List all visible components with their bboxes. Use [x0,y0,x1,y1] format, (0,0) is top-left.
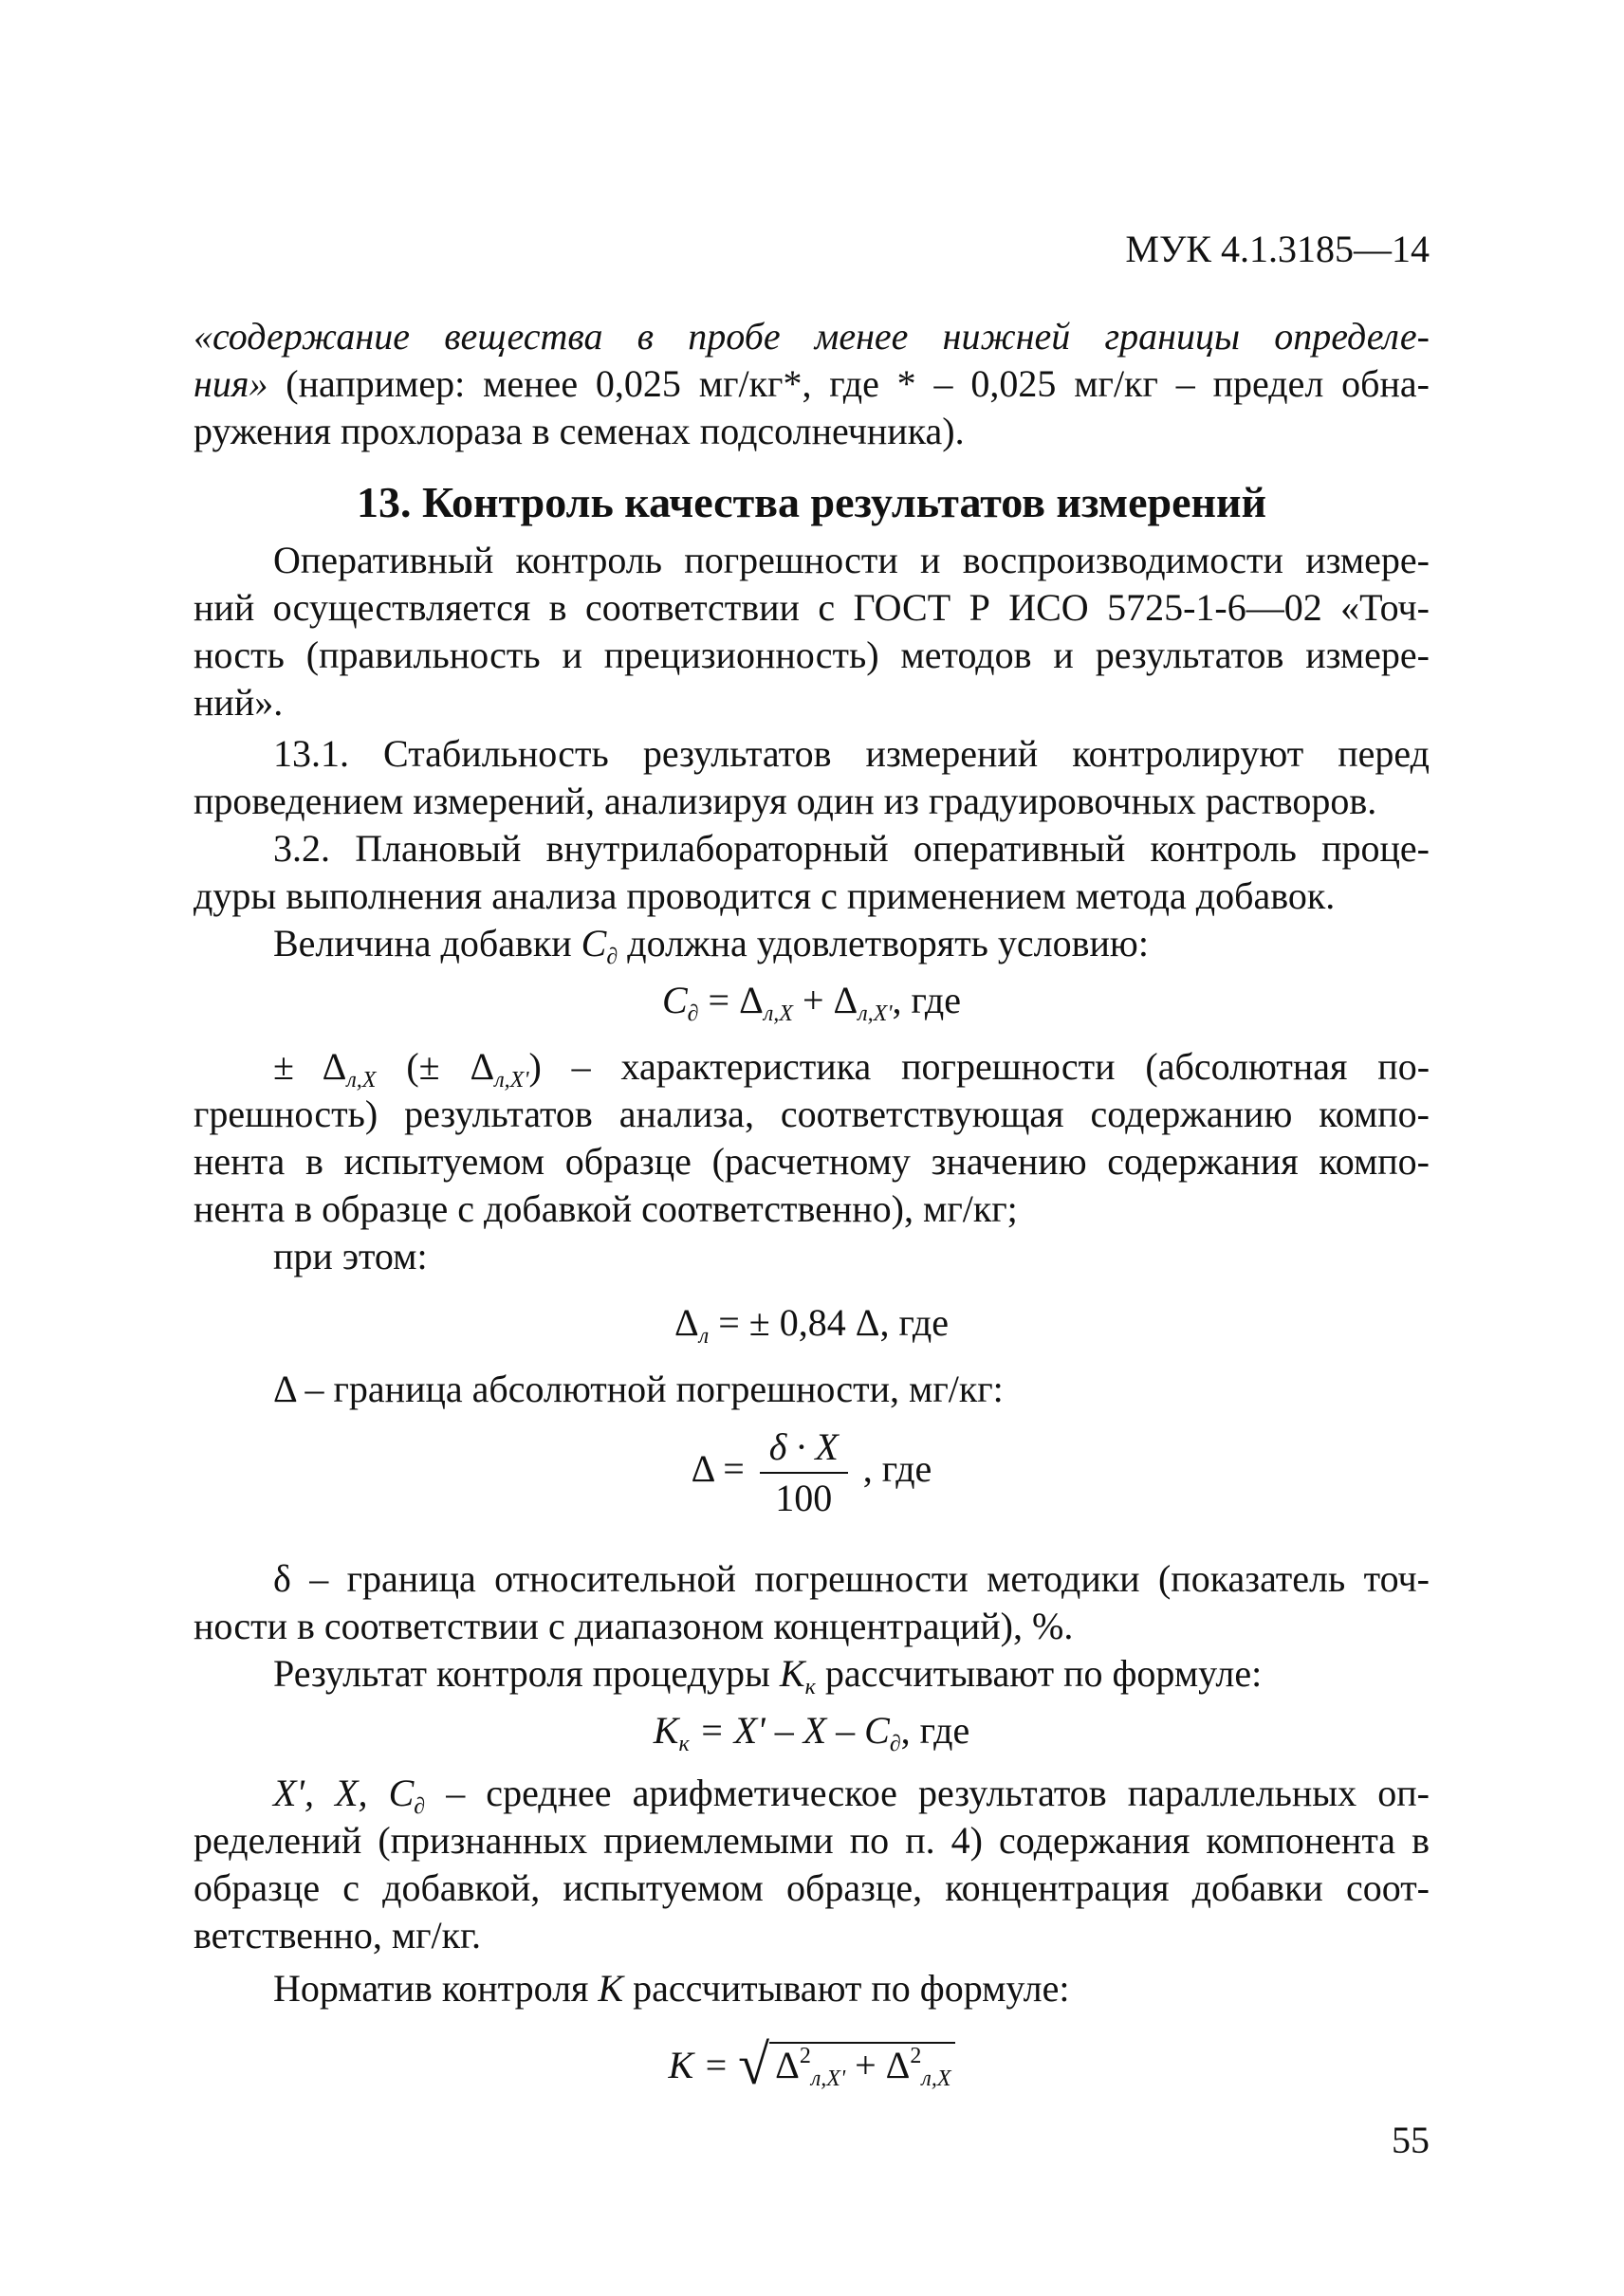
cd-symbol-sub: ∂ [606,945,618,969]
formula-cd-sub2: л,X' [858,1001,893,1026]
def1-lead: ± Δ [273,1045,347,1088]
delta-rel-line-2: ности в соответствии с диапазоном концентраций), %. [194,1605,1074,1647]
kk-symbol: K [779,1652,805,1695]
formula-cd-lhs-sub: ∂ [687,1001,699,1026]
def1-line-2: грешность) результатов анализа, соответствующая содержанию компо- [194,1093,1430,1135]
radicand-plus: + Δ [845,2044,911,2086]
para1-line-2: ний осуществляется в соответствии с ГОСТ Р ИСО 5725-1-6—02 «Точ- [194,586,1430,629]
fraction-denominator: 100 [775,1477,833,1519]
intro-line-2-text: (например: менее 0,025 мг/кг*, где * – 0,025 мг/кг – предел обна- [268,362,1430,405]
kk-line [273,1650,1262,1711]
sqrt-radicand [769,2042,954,2091]
radicand-term2-sup: 2 [910,2044,922,2068]
para1-line-3: ность (правильность и прецизионность) методов и результатов измере- [194,634,1430,676]
intro-quote-italic-2: ния» [194,362,268,405]
formula-cd-sub1: л,X [763,1001,793,1026]
xdef-symbols: X', X, C [273,1772,415,1814]
cd-condition-pre: Величина добавки [273,922,581,964]
formula-cd [194,977,1430,1038]
xdef-line-3: образце с добавкой, испытуемом образце, концентрация добавки соот- [194,1866,1430,1909]
formula-cd-lhs: C [661,979,688,1021]
norm-post: рассчитывают по формуле: [623,1967,1070,2010]
delta-definition-line: Δ – граница абсолютной погрешности, мг/кг: [273,1368,1004,1410]
def1-line-4: нента в образце с добавкой соответственно), мг/кг; [194,1187,1018,1230]
formula-delta-l [194,1299,1430,1360]
def1-sub1: л,X [346,1068,377,1093]
formula-delta-l-sub: л [698,1324,710,1349]
formula-norm [194,2028,1430,2107]
cd-symbol: C [581,922,607,964]
kk-post: рассчитывают по формуле: [815,1652,1263,1695]
def1-rest: ) – характеристика погрешности (абсолютная по- [528,1045,1430,1088]
kk-symbol-sub: к [804,1675,816,1699]
intro-quote-italic-1: «содержание вещества в пробе менее нижней границы определе- [194,315,1430,358]
norm-symbol: K [598,1967,624,2010]
para3-line-2: дуры выполнения анализа проводится с применением метода добавок. [194,874,1336,917]
radicand-term1: Δ [775,2044,800,2086]
xdef-line-4: ветственно, мг/кг. [194,1914,481,1956]
formula-cd-eq: = Δ [698,979,764,1021]
fraction-numerator: δ · X [760,1423,848,1474]
cd-condition-post: должна удовлетворять условию: [618,922,1149,964]
xdef-sub: ∂ [414,1794,426,1819]
para2-line-1: 13.1. Стабильность результатов измерений контролируют перед [273,732,1430,775]
cd-condition-line [273,920,1149,981]
formula-cd-tail: , где [892,979,962,1021]
formula-delta-fraction-lhs: Δ = [691,1447,745,1491]
kk-pre: Результат контроля процедуры [273,1652,780,1695]
formula-kk-lhs-sub: к [678,1732,690,1756]
sqrt-sign: √ [738,2033,770,2096]
radicand-term2-sub: л,X [921,2066,951,2091]
pri-etom-line: при этом: [273,1235,428,1277]
radicand-term1-sub: л,X' [810,2066,846,2091]
para1-line-1: Оперативный контроль погрешности и воспроизводимости измере- [273,539,1430,581]
formula-cd-plus: + Δ [792,979,858,1021]
formula-delta-fraction-tail: , где [862,1447,932,1491]
fraction [760,1423,848,1523]
def1-sub2: л,X' [494,1068,529,1093]
formula-kk-tail: , где [900,1709,970,1752]
formula-kk-rhs-sub: ∂ [889,1732,901,1756]
def1-mid: (± Δ [376,1045,495,1088]
section-heading: 13. Контроль качества результатов измерений [356,478,1267,526]
intro-line-3: ружения прохлораза в семенах подсолнечника). [194,410,965,452]
delta-rel-line-1: δ – граница относительной погрешности методики (показатель точ- [273,1557,1430,1600]
def1-line-3: нента в испытуемом образце (расчетному значению содержания компо- [194,1140,1430,1183]
formula-kk [194,1707,1430,1768]
intro-line-1 [194,313,1430,360]
formula-delta-fraction [194,1423,1430,1523]
document-code-header: МУК 4.1.3185—14 [1125,228,1430,270]
formula-delta-l-rhs: = ± 0,84 Δ, где [709,1301,949,1344]
intro-line-2 [194,360,1430,408]
norm-pre: Норматив контроля [273,1967,599,2010]
formula-norm-lhs: K = [668,2044,739,2086]
norm-line [273,1965,1070,2012]
para3-line-1: 3.2. Плановый внутрилабораторный оперативный контроль проце- [273,827,1430,870]
xdef-line-2: ределений (признанных приемлемыми по п. 4) содержания компонента в [194,1819,1430,1862]
page-number: 55 [1392,2119,1430,2161]
para1-line-4: ний». [194,681,284,724]
para2-line-2: проведением измерений, анализируя один из градуировочных растворов. [194,780,1377,822]
formula-kk-lhs: K [653,1709,679,1752]
xdef-rest: – среднее арифметическое результатов параллельных оп- [425,1772,1430,1814]
radicand-term1-sup: 2 [799,2044,811,2068]
formula-kk-rhs: = X' – X – C [689,1709,890,1752]
formula-delta-l-lhs: Δ [674,1301,699,1344]
